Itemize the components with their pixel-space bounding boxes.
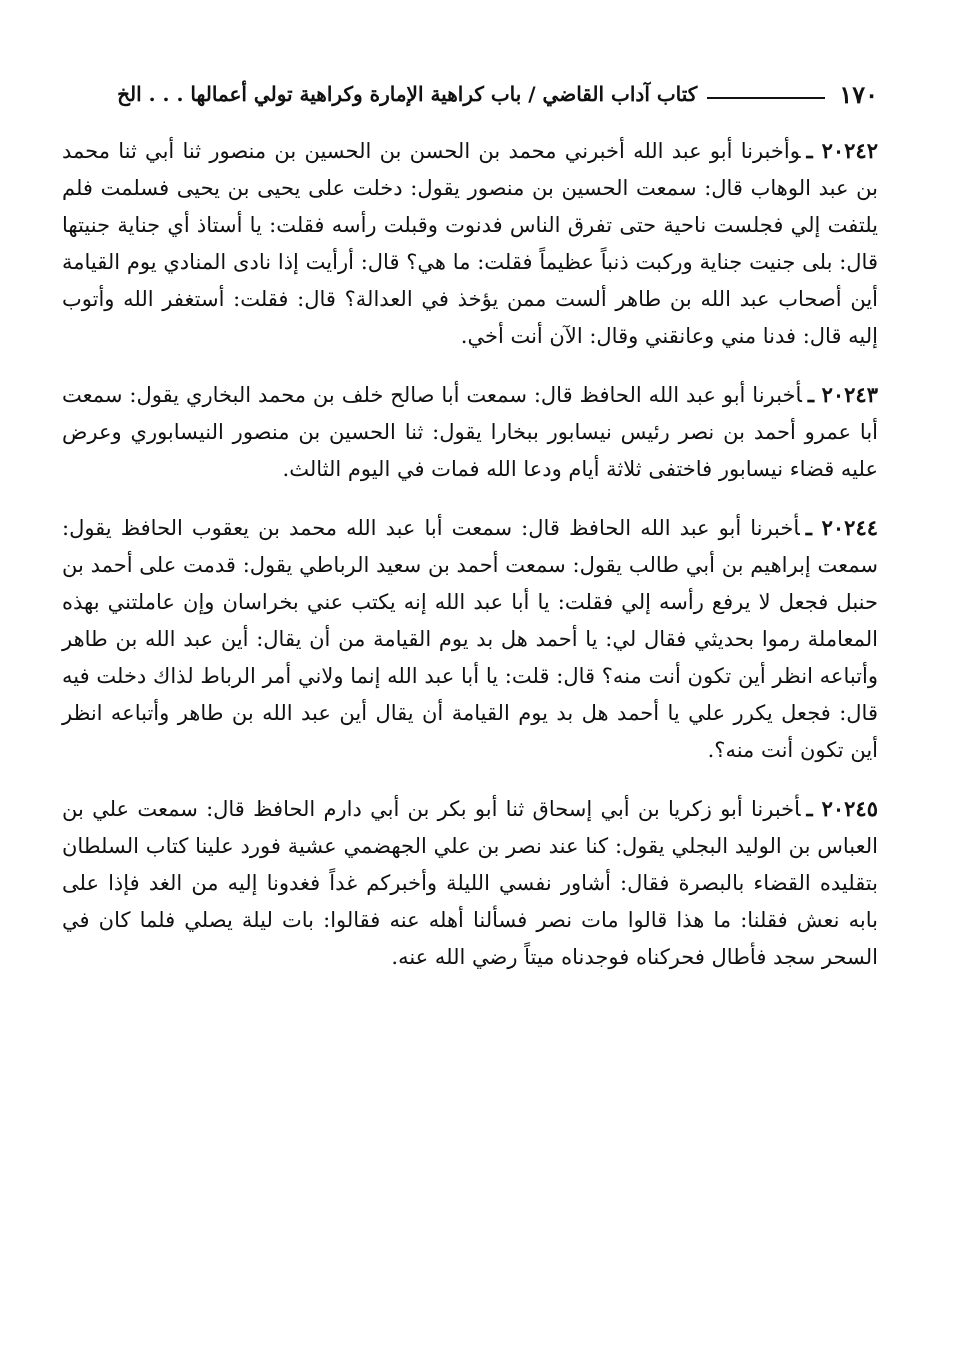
- running-title: كتاب آداب القاضي / باب كراهية الإمارة وكراهية تولي أعمالها . . . الخ: [117, 82, 698, 106]
- entry-number: ٢٠٢٤٤ ـ: [805, 515, 879, 540]
- entry-number: ٢٠٢٤٥ ـ: [806, 796, 878, 821]
- header-rule: [707, 97, 825, 99]
- page-body: [62, 132, 878, 976]
- entry-text: أخبرنا أبو زكريا بن أبي إسحاق ثنا أبو بكر بن أبي دارم الحافظ قال: سمعت علي بن العباس بن الوليد البجلي يقول: كنا عند نصر بن علي الجهضمي عشية فورد علينا كتاب السلطان بتقليده القضاء بالبصرة فقال: أشاور نفسي الليلة وأخبركم غداً فغدونا إليه من الغد فإذا على بابه نعش فقلنا: ما هذا قالوا مات نصر فسألنا أهله عنه فقالوا: بات ليلة يصلي فلما كان في السحر سجد فأطال فحركناه فوجدناه ميتاً رضي الله عنه.: [62, 797, 878, 969]
- running-header: [62, 72, 878, 116]
- book-page: [62, 72, 878, 997]
- entry-text: أخبرنا أبو عبد الله الحافظ قال: سمعت أبا صالح خلف بن محمد البخاري يقول: سمعت أبا عمرو أحمد بن نصر رئيس نيسابور ببخارا يقول: ثنا الحسين بن منصور النيسابوري وعرض عليه قضاء نيسابور فاختفى ثلاثة أيام ودعا الله فمات في اليوم الثالث.: [62, 383, 878, 481]
- hadith-entry-20243: [62, 376, 878, 488]
- entry-text: أخبرنا أبو عبد الله الحافظ قال: سمعت أبا عبد الله محمد بن يعقوب الحافظ يقول: سمعت إبراهيم بن أبي طالب يقول: سمعت أحمد بن سعيد الرباطي يقول: قدمت على أحمد بن حنبل فجعل لا يرفع رأسه إلي فقلت: يا أبا عبد الله إنه يكتب عني بخراسان وإن عاملتني بهذه المعاملة رموا بحديثي فقال لي: يا أحمد هل بد يوم القيامة من أن يقال: أين عبد الله بن طاهر وأتباعه انظر أين تكون أنت منه؟ قال: قلت: يا أبا عبد الله إنما ولاني أمر الرباط لذاك دخلت فيه قال: فجعل يكرر علي يا أحمد هل بد يوم القيامة أن يقال أين عبد الله بن طاهر وأتباعه انظر أين تكون أنت منه؟.: [62, 516, 878, 762]
- entry-number: ٢٠٢٤٣ ـ: [807, 382, 878, 407]
- entry-text: وأخبرنا أبو عبد الله أخبرني محمد بن الحسن بن الحسين بن منصور ثنا أبي ثنا محمد بن عبد الوهاب قال: سمعت الحسين بن منصور يقول: دخلت على يحيى بن يحيى فسلمت فلم يلتفت إلي فجلست ناحية حتى تفرق الناس فدنوت وقبلت رأسه فقلت: يا أستاذ أي جناية جنيتها قال: بلى جنيت جناية وركبت ذنباً عظيماً فقلت: ما هي؟ قال: أرأيت إذا نادى المنادي يوم القيامة أين أصحاب عبد الله بن طاهر ألست ممن يؤخذ في العدالة؟ قال: فقلت: أستغفر الله وأتوب إليه قال: فدنا مني وعانقني وقال: الآن أنت أخي.: [62, 139, 878, 348]
- page-number: ١٧٠: [839, 79, 878, 109]
- hadith-entry-20244: [62, 509, 878, 769]
- hadith-entry-20242: [62, 132, 878, 355]
- entry-number: ٢٠٢٤٢ ـ: [806, 138, 878, 163]
- hadith-entry-20245: [62, 790, 878, 976]
